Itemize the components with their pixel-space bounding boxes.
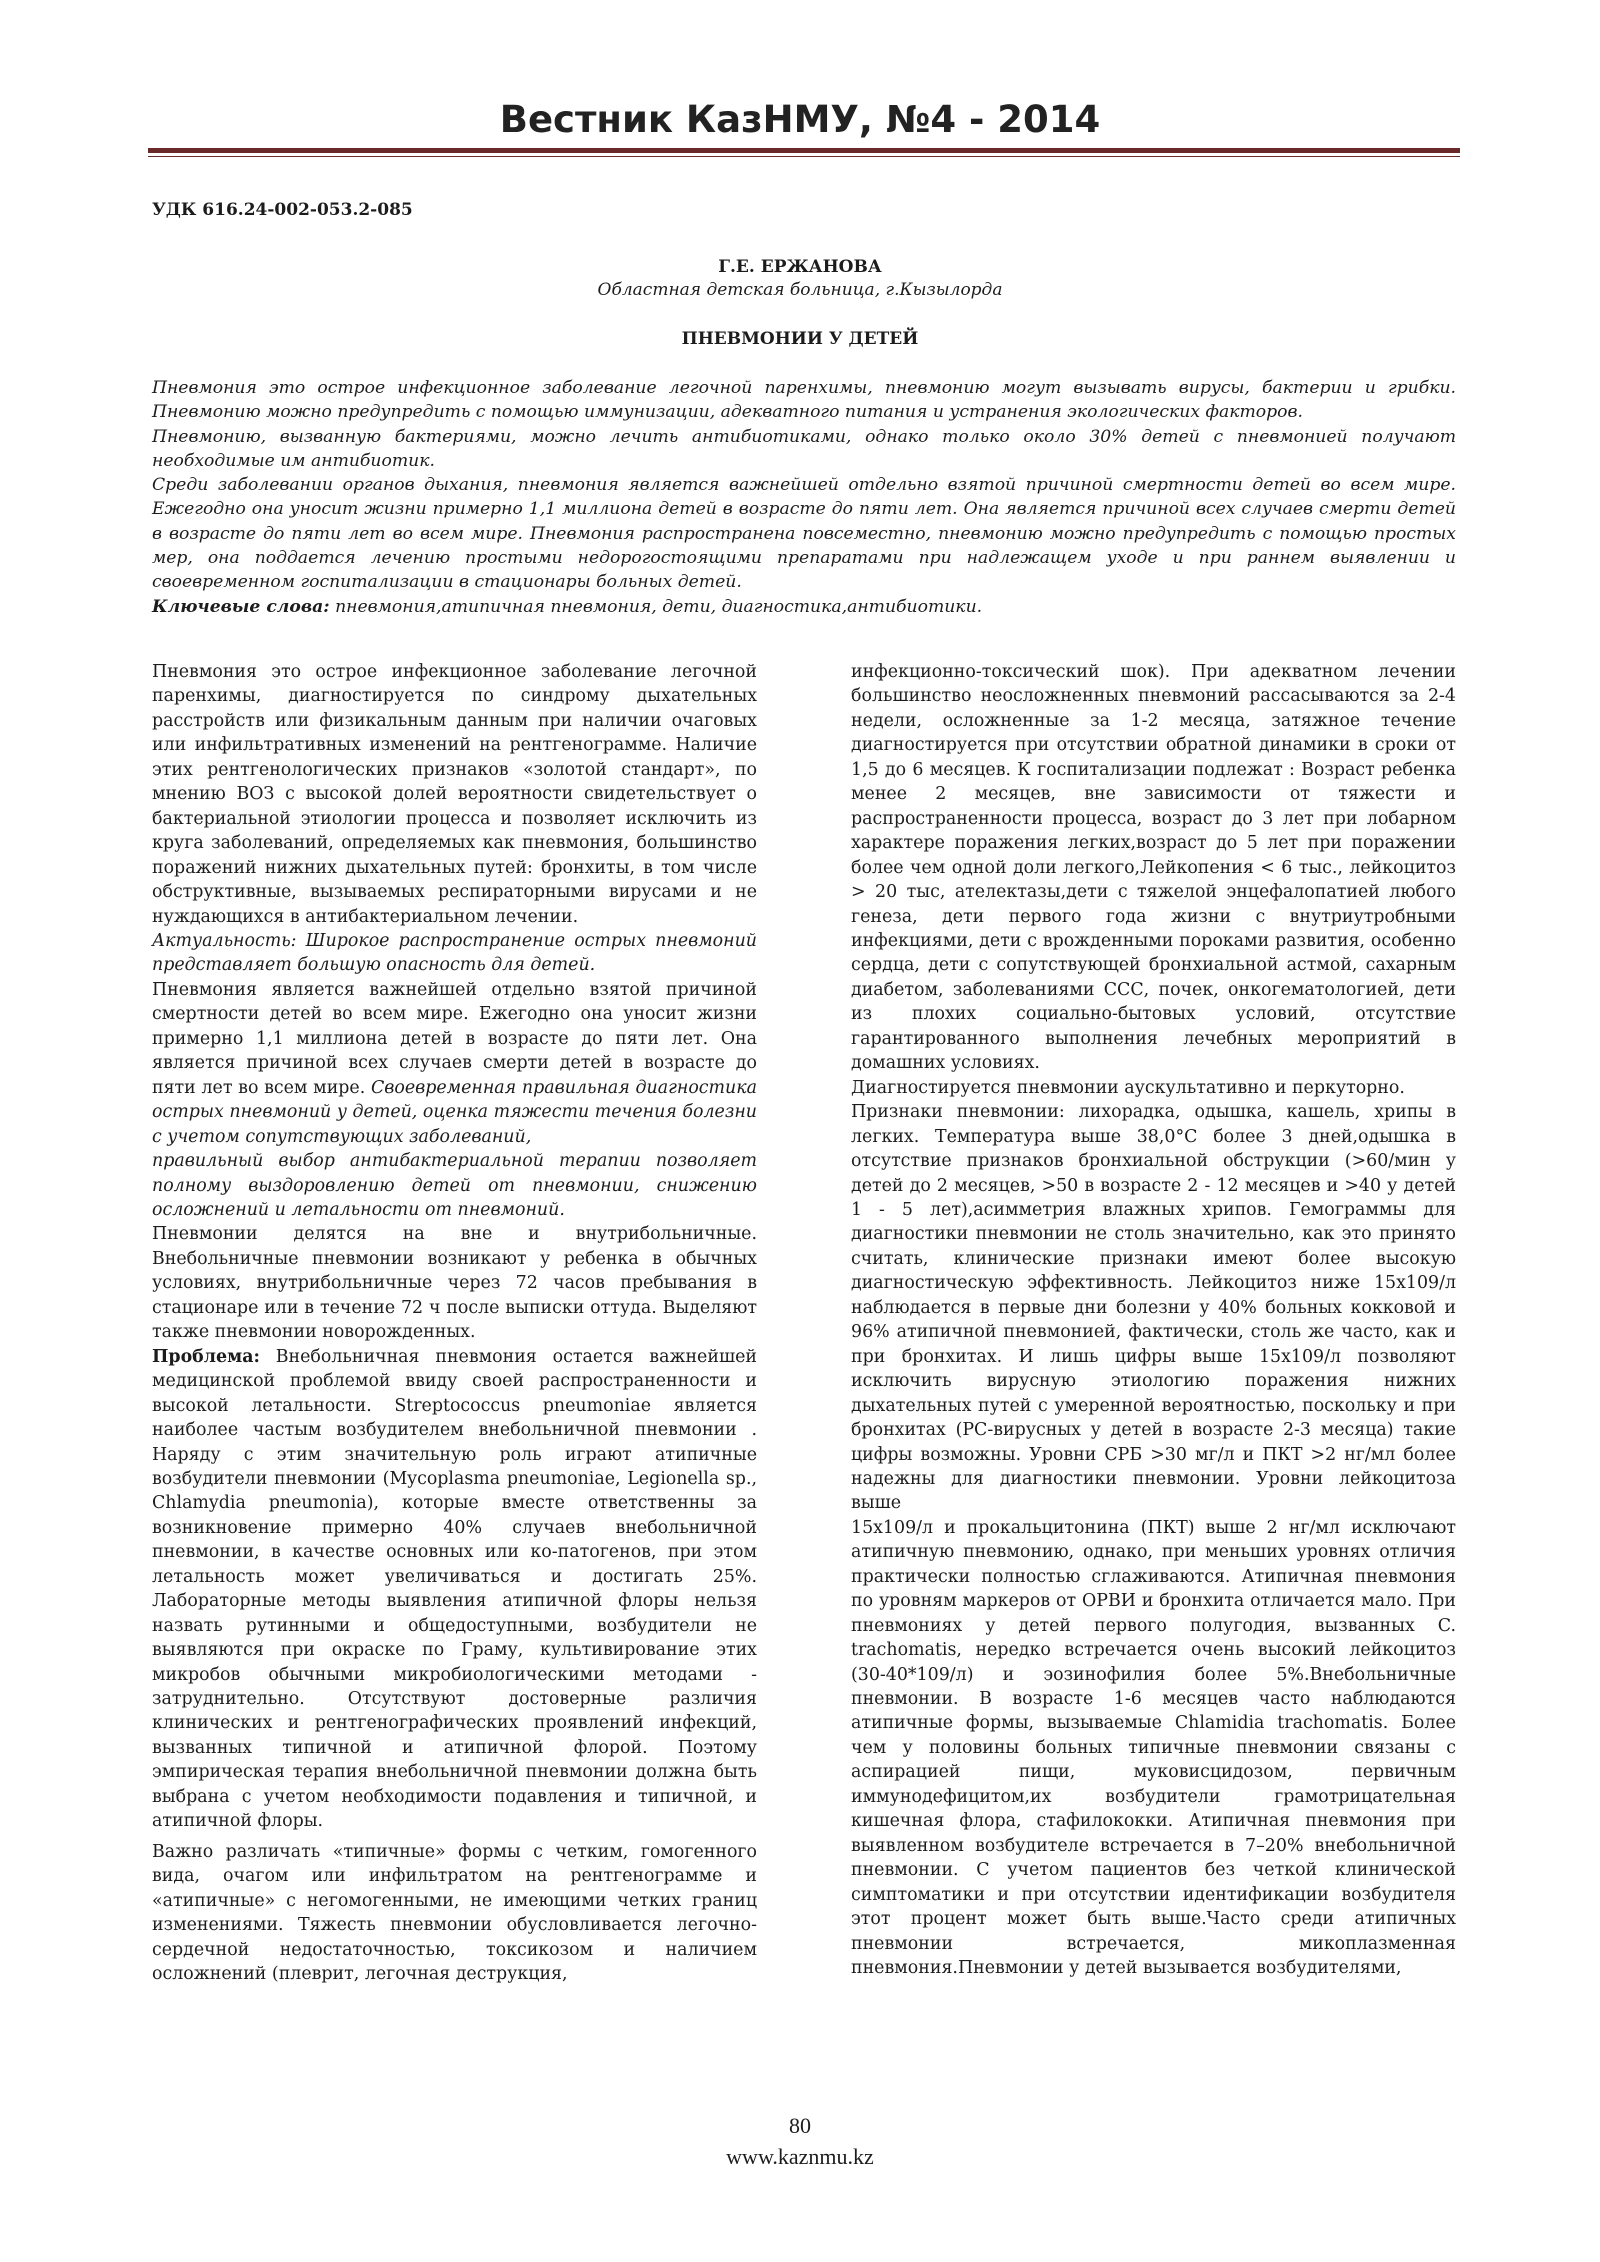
body-paragraph: Пневмонии делятся на вне и внутрибольничные. Внебольничные пневмонии возникают у ребенка в обычных условиях, внутрибольничные через 72 часов пребывания в стационаре или в течение 72 ч после выписки оттуда. Выделяют также пневмонии новорожденных. [152,1224,757,1343]
article-title: ПНЕВМОНИИ У ДЕТЕЙ [681,329,919,349]
body-paragraph: инфекционно-токсический шок). При адекватном лечении большинство неосложненных пневмоний рассасываются за 2-4 недели, осложненные за 1-2 месяца, затяжное течение диагностируется при отсутствии обратной динамики в сроки от 1,5 до 6 месяцев. К госпитализации подлежат : Возраст ребенка менее 2 месяцев, вне зависимости от тяжести и распространенности процесса, возраст до 3 лет при лобарном характере поражения легких,возраст до 5 лет при поражении более чем одной доли легкого,Лейкопения < 6 тыс., лейкоцитоз > 20 тыс, ателектазы,дети с тяжелой энцефалопатией любого генеза, дети первого года жизни с внутриутробными инфекциями, дети с врожденными пороками развития, особенно сердца, дети с сопутствующей бронхиальной астмой, сахарным диабетом, заболеваниями ССС, почек, онкогематологией, дети из плохих социально-бытовых условий, отсутствие гарантированного выполнения лечебных мероприятий в домашних условиях. [851,662,1456,1074]
journal-title: Вестник КазНМУ, №4 - 2014 [499,98,1101,141]
body-paragraph: правильный выбор антибактериальной терапии позволяет полному выздоровлению детей от пневмонии, снижению осложнений и летальности от пневмоний. [152,1151,757,1220]
abstract-paragraph: Пневмонию, вызванную бактериями, можно лечить антибиотиками, однако только около 30% детей с пневмонией получают необходимые им антибиотик. [152,426,1456,471]
author-name: Г.Е. ЕРЖАНОВА [718,257,882,277]
body-paragraph: 15х109/л и прокальцитонина (ПКТ) выше 2 нг/мл исключают атипичную пневмонию, однако, при меньших уровнях отличия практически полностью сглаживаются. Атипичная пневмония по уровням маркеров от ОРВИ и бронхита отличается мало. При пневмониях у детей первого полугодия, вызванных C. trachomatis, нередко встречается очень высокий лейкоцитоз (30-40*109/л) и эозинофилия более 5%.Внебольничные пневмонии. В возрасте 1-6 месяцев часто наблюдаются атипичные формы, вызываемые Chlamidia trachomatis. Более чем у половины больных типичные пневмонии связаны с аспирацией пищи, муковисцидозом, первичным иммунодефицитом,их возбудители грамотрицательная кишечная флора, стафилококки. Атипичная пневмония при выявленном возбудителе встречается в 7–20% внебольничной пневмонии. С учетом пациентов без четкой клинической симптоматики и при отсутствии идентификации возбудителя этот процент может быть выше.Часто среди атипичных пневмонии встречается, микоплазменная пневмония.Пневмонии у детей вызывается возбудителями, [851,1517,1456,1979]
body-text-italic: Своевременная правильная диагностика острых пневмоний у детей, оценка тяжести течения болезни с учетом сопутствующих заболеваний, [152,1077,757,1147]
body-text: Внебольничная пневмония остается важнейшей медицинской проблемой ввиду своей распространенности и высокой летальности. Streptococcus pneumoniae является наиболее частым возбудителем внебольничной пневмонии . Наряду с этим значительную роль играют атипичные возбудители пневмонии (Mycoplasma pneumoniae, Legionella sp., Chlamydia pneumonia), которые вместе ответственны за возникновение примерно 40% случаев внебольничной пневмонии, в качестве основных или ко-патогенов, при этом летальность может увеличиваться и достигать 25%. Лабораторные методы выявления атипичной флоры нельзя назвать рутинными и общедоступными, возбудители не выявляются при окраске по Граму, культивирование этих микробов обычными микробиологическими методами - затруднительно. Отсутствуют достоверные различия клинических и рентгенографических проявлений инфекций, вызванных типичной и атипичной флорой. Поэтому эмпирическая терапия внебольничной пневмонии должна быть выбрана с учетом необходимости подавления и типичной, и атипичной флоры. [152,1346,757,1832]
body-paragraph [152,1345,757,1834]
abstract-paragraph: Пневмония это острое инфекционное заболевание легочной паренхимы, пневмонию могут вызывать вирусы, бактерии и грибки. Пневмонию можно предупредить с помощью иммунизации, адекватного питания и устранения экологических факторов. [152,378,1456,423]
udk-code: УДК 616.24-002-053.2-085 [152,200,413,220]
body-paragraph: Диагностируется пневмонии аускультативно и перкуторно. [851,1077,1405,1098]
body-paragraph: Пневмония это острое инфекционное заболевание легочной паренхимы, диагностируется по синдрому дыхательных расстройств или физикальным данным при наличии очаговых или инфильтративных изменений на рентгенограмме. Наличие этих рентгенологических признаков «золотой стандарт», по мнению ВОЗ с высокой долей вероятности свидетельствует о бактериальной этиологии процесса и позволяет исключить из круга заболеваний, определяемых как пневмония, большинство поражений нижних дыхательных путей: бронхиты, в том числе обструктивные, вызываемых респираторными вирусами и не нуждающихся в антибактериальном лечении. [152,662,757,927]
body-paragraph [152,978,757,1149]
body-column-right [851,660,1456,1980]
body-column-left [152,660,757,1986]
header-rule [148,148,1460,153]
abstract-paragraph: Среди заболевании органов дыхания, пневмония является важнейшей отдельно взятой причиной смертности детей во всем мире. Ежегодно она уносит жизни примерно 1,1 миллиона детей в возрасте до пяти лет. Она является причиной всех случаев смерти детей в возрасте до пяти лет во всем мире. Пневмония распространена повсеместно, пневмонию можно предупредить с помощью простых мер, она поддается лечению простыми недорогостоящими препаратами при надлежащем уходе и при раннем выявлении и своевременном госпитализации в стационары больных детей. [152,475,1456,593]
body-paragraph: Важно различать «типичные» формы с четким, гомогенного вида, очагом или инфильтратом на рентгенограмме и «атипичные» с негомогенными, не имеющими четких границ изменениями. Тяжесть пневмонии обусловливается легочно-сердечной недостаточностью, токсикозом и наличием осложнений (плеврит, легочная деструкция, [152,1841,757,1985]
header-rule-thin [148,156,1460,157]
footer-website: www.kaznmu.kz [726,2144,874,2169]
body-paragraph: Актуальность: Широкое распространение острых пневмоний представляет большую опасность для детей. [152,930,757,976]
keywords-list: пневмония,атипичная пневмония, дети, диагностика,антибиотики. [329,596,983,617]
body-paragraph: Признаки пневмонии: лихорадка, одышка, кашель, хрипы в легких. Температура выше 38,0°С более 3 дней,одышка в отсутствие признаков бронхиальной обструкции (>60/мин у детей до 2 месяцев, >50 в возрасте 2 - 12 месяцев и >40 у детей 1 - 5 лет),асимметрия влажных хрипов. Гемограммы для диагностики пневмонии не столь значительно, как это принято считать, клинические признаки имеют более высокую диагностическую эффективность. Лейкоцитоз ниже 15х109/л наблюдается в первые дни болезни у 40% больных кокковой и 96% атипичной пневмонией, фактически, столь же часто, как и при бронхитах. И лишь цифры выше 15х109/л позволяют исключить вирусную этиологию поражения нижних дыхательных путей с умеренной вероятностью, поскольку и при бронхитах (РС-вирусных у детей в возрасте 2-3 месяца) такие цифры возможны. Уровни СРБ >30 мг/л и ПКТ >2 нг/мл более надежны для диагностики пневмонии. Уровни лейкоцитоза выше [851,1102,1456,1514]
keywords-label: Ключевые слова: [152,596,330,617]
abstract [152,376,1456,619]
page-number: 80 [789,2113,811,2138]
problem-label: Проблема: [152,1346,260,1367]
author-affiliation: Областная детская больница, г.Кызылорда [597,280,1003,300]
keywords [152,595,1456,619]
body-text: Пневмония является важнейшей отдельно взятой причиной смертности детей во всем мире. Ежегодно она уносит жизни примерно 1,1 миллиона детей в возрасте до пяти лет. Она является причиной всех случаев смерти детей в возрасте до пяти лет во всем мире. [152,979,757,1098]
